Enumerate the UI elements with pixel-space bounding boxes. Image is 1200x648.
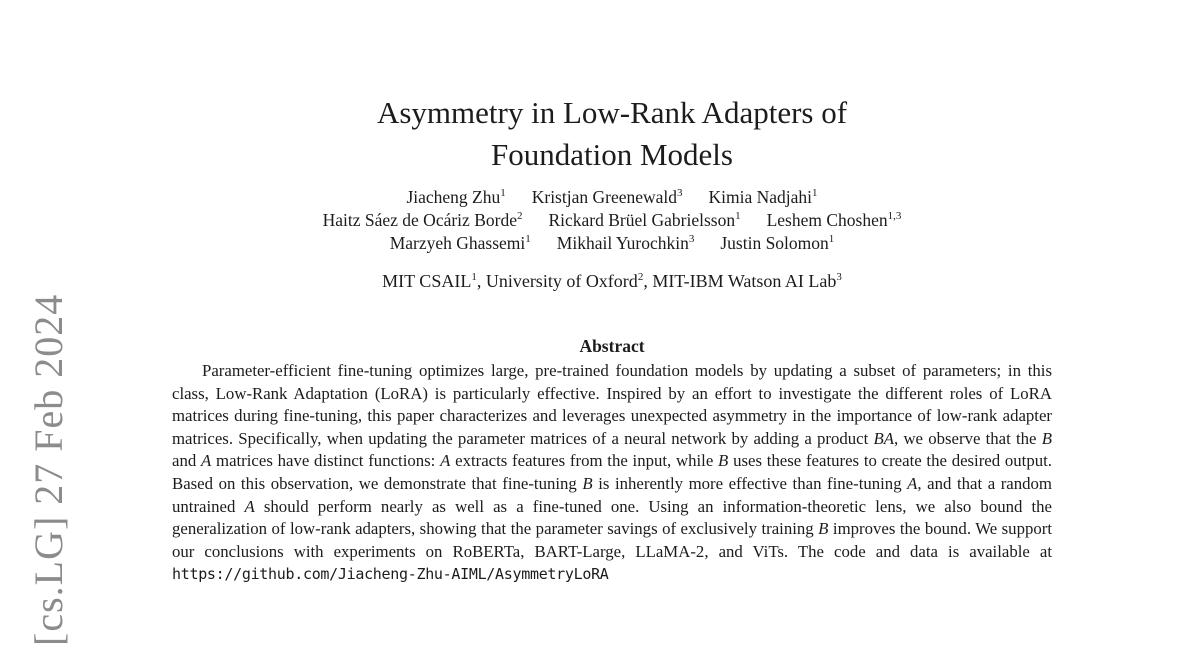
math-variable: B <box>1041 428 1052 448</box>
affiliation-superscript: 3 <box>836 271 842 283</box>
author-name: Mikhail Yurochkin$^3$ <box>556 233 695 253</box>
affiliation-name: MIT CSAIL <box>382 271 472 291</box>
abstract-body <box>172 360 1052 586</box>
author-affiliation-superscript: 1 <box>735 210 741 223</box>
affiliation-name: , University of Oxford <box>476 271 638 291</box>
author-name: Justin Solomon$^1$ <box>720 233 835 253</box>
author-affiliation-superscript: 2 <box>516 210 523 223</box>
author-affiliation-superscript: 3 <box>688 233 695 246</box>
author-line-3 <box>172 232 1052 255</box>
math-variable: B <box>818 519 829 539</box>
author-name: Kimia Nadjahi$^1$ <box>708 187 818 207</box>
author-name: Haitz Sáez de Ocáriz Borde$^2$ <box>322 210 523 230</box>
abstract-text: improves the bound. We support our conclusions with experiments on RoBERTa, BART-Large, LLaMA-2, and ViTs. The code and data is available at <box>172 519 1052 561</box>
author-name: Leshem Choshen$^{1,3}$ <box>766 210 902 230</box>
abstract-text: matrices have distinct functions: <box>211 451 441 471</box>
abstract-text: , and that a random untrained <box>172 473 1052 516</box>
math-variable: A <box>440 451 451 471</box>
paper-title-line-2: Foundation Models <box>491 137 733 172</box>
math-variable: A <box>201 451 212 471</box>
author-affiliation-superscript: 1,3 <box>887 210 902 223</box>
author-affiliation-superscript: 1 <box>828 233 835 246</box>
affiliation-name: , MIT-IBM Watson AI Lab <box>643 271 837 291</box>
abstract-text: Parameter-efficient fine-tuning optimizes large, pre-trained foundation models by updating a subset of parameters; in this class, Low-Rank Adaptation (LoRA) is particularly effective. Inspired by an effort to investigate the different roles of LoRA matrices during fine-tuning, this paper characterizes and leverages unexpected asymmetry in the importance of low-rank adapter matrices. Specifically, when updating the parameter matrices of a neural network by adding a product <box>172 361 1052 448</box>
arxiv-sidebar-banner: [cs.LG] 27 Feb 2024 <box>26 293 71 646</box>
author-line-1 <box>172 186 1052 209</box>
affiliation-superscript: 2 <box>637 271 644 283</box>
author-line-2 <box>172 209 1052 232</box>
author-name: Kristjan Greenewald$^3$ <box>531 187 683 207</box>
author-name: Rickard Brüel Gabrielsson$^1$ <box>548 210 741 230</box>
author-affiliation-superscript: 3 <box>677 187 683 200</box>
abstract-text: should perform nearly as well as a fine-tuned one. Using an information-theoretic lens, we also bound the generalization of low-rank adapters, showing that the parameter savings of exclusively training <box>172 496 1052 539</box>
abstract-text: and <box>172 451 201 471</box>
abstract-text: uses these features to create the desired output. Based on this observation, we demonstrate that fine-tuning <box>172 451 1052 493</box>
affiliation-superscript: 1 <box>471 271 477 283</box>
author-affiliation-superscript: 1 <box>525 233 531 246</box>
math-variable: B <box>718 451 729 471</box>
author-name: Marzyeh Ghassemi$^1$ <box>389 233 531 253</box>
paper-content-column <box>172 0 1052 586</box>
author-affiliation-superscript: 1 <box>812 187 818 200</box>
authors-block <box>172 186 1052 255</box>
paper-title <box>172 92 1052 176</box>
paper-title-line-1: Asymmetry in Low-Rank Adapters of <box>376 95 848 130</box>
author-affiliation-superscript: 1 <box>500 187 506 200</box>
math-variable: BA <box>873 428 895 448</box>
math-variable: B <box>582 473 593 493</box>
abstract-text: extracts features from the input, while <box>450 451 719 471</box>
abstract-heading: Abstract <box>579 336 645 356</box>
code-repository-link[interactable]: https://github.com/Jiacheng-Zhu-AIML/AsymmetryLoRA <box>172 565 609 584</box>
math-variable: A <box>244 496 255 516</box>
affiliations-line <box>172 270 1052 292</box>
author-name: Jiacheng Zhu$^1$ <box>406 187 506 207</box>
abstract-text: is inherently more effective than fine-tuning <box>592 473 908 493</box>
abstract-text: , we observe that the <box>894 428 1042 448</box>
math-variable: A <box>907 473 918 493</box>
